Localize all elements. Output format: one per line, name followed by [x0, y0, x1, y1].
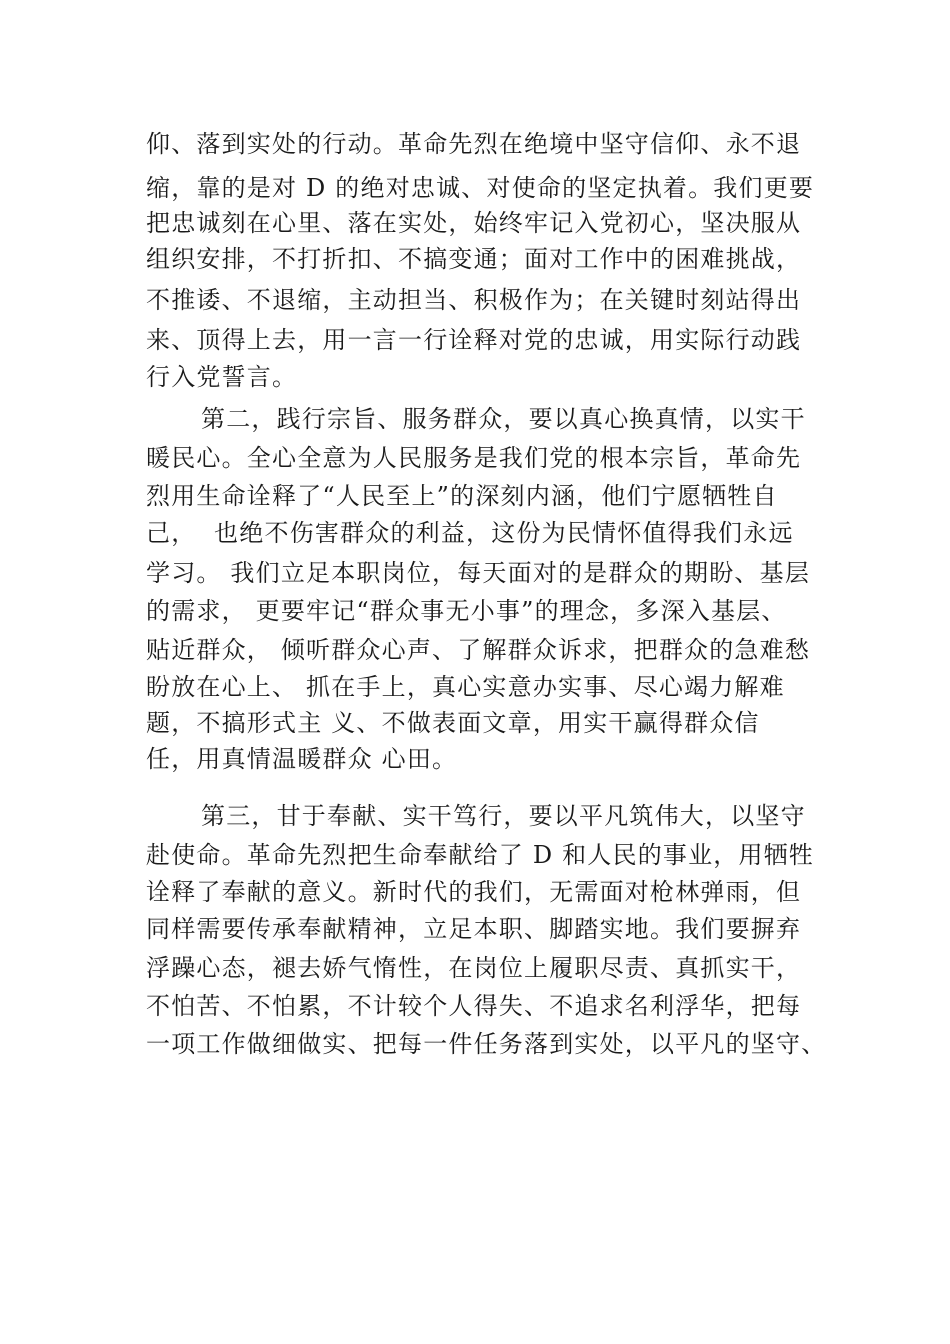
text-line: 来、顶得上去，用一言一行诠释对党的忠诚，用实际行动践 — [146, 326, 802, 354]
text-line: 学习。 我们立足本职岗位，每天面对的是群众的期盼、基层 — [146, 559, 811, 587]
text-line: 不推诿、不退缩，主动担当、积极作为；在关键时刻站得出 — [146, 286, 802, 314]
text-line: 任，用真情温暖群众 心田。 — [146, 745, 458, 773]
text-line: 组织安排，不打折扣、不搞变通；面对工作中的困难挑战， — [146, 245, 802, 273]
text-line: 己， 也绝不伤害群众的利益，这份为民情怀值得我们永远 — [146, 519, 794, 547]
text-line: 暖民心。全心全意为人民服务是我们党的根本宗旨，革命先 — [146, 444, 802, 472]
text-line: 把忠诚刻在心里、落在实处，始终牢记入党初心，坚决服从 — [146, 209, 802, 237]
text-line: 题，不搞形式主 义、不做表面文章，用实干赢得群众信 — [146, 709, 760, 737]
text-line: 浮躁心态，褪去娇气惰性，在岗位上履职尽责、真抓实干， — [146, 954, 802, 982]
text-line: 仰、落到实处的行动。革命先烈在绝境中坚守信仰、永不退 — [146, 130, 802, 158]
text-line: 一项工作做细做实、把每一件任务落到实处，以平凡的坚守、 — [146, 1030, 827, 1058]
text-line: 缩，靠的是对 D 的绝对忠诚、对使命的坚定执着。我们更要 — [146, 174, 815, 202]
text-line: 盼放在心上、 抓在手上，真心实意办实事、尽心竭力解难 — [146, 673, 785, 701]
text-line: 不怕苦、不怕累，不计较个人得失、不追求名利浮华，把每 — [146, 992, 802, 1020]
text-line: 贴近群众， 倾听群众心声、了解群众诉求，把群众的急难愁 — [146, 636, 811, 664]
text-line: 诠释了奉献的意义。新时代的我们，无需面对枪林弹雨，但 — [146, 878, 802, 906]
paragraph-first-line: 第二，践行宗旨、服务群众，要以真心换真情，以实干 — [201, 405, 806, 433]
text-line: 行入党誓言。 — [146, 363, 298, 391]
text-line: 烈用生命诠释了“人民至上”的深刻内涵，他们宁愿牺牲自 — [146, 482, 778, 510]
paragraph-first-line: 第三，甘于奉献、实干笃行，要以平凡筑伟大，以坚守 — [201, 802, 806, 830]
text-line: 的需求， 更要牢记“群众事无小事”的理念，多深入基层、 — [146, 597, 787, 625]
text-line: 同样需要传承奉献精神，立足本职、脚踏实地。我们要摒弃 — [146, 915, 802, 943]
text-line: 赴使命。革命先烈把生命奉献给了 D 和人民的事业，用牺牲 — [146, 841, 815, 869]
